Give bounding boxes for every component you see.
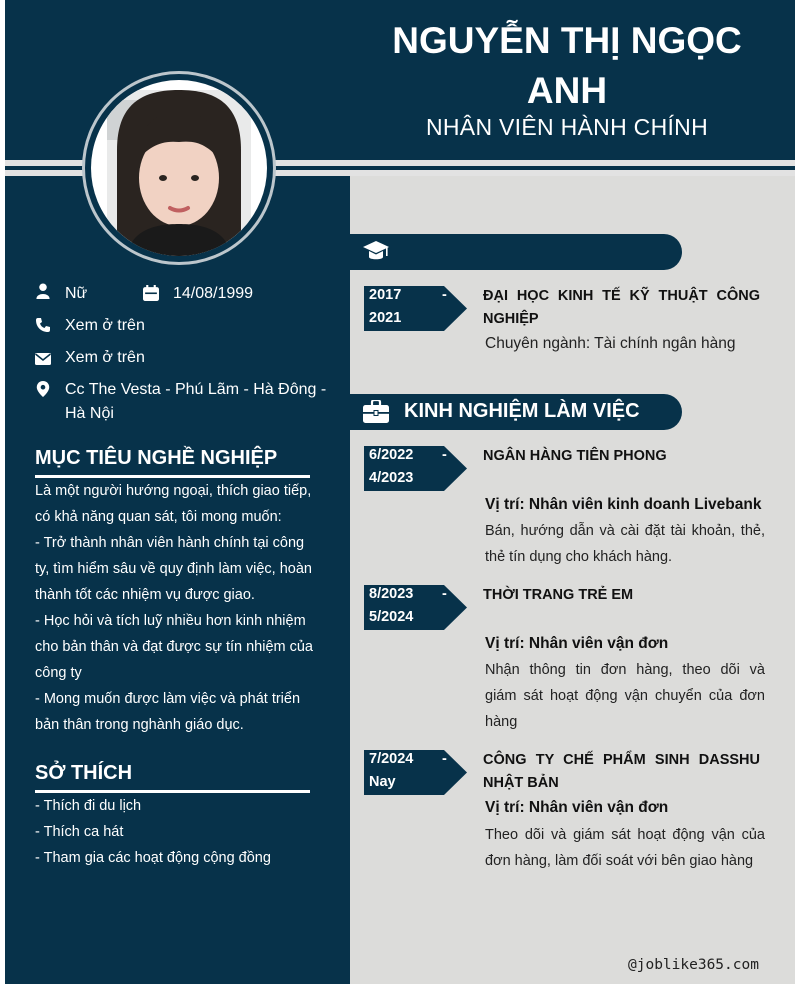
date-start: 2017 bbox=[369, 287, 402, 303]
description-line: Bán, hướng dẫn và cài đặt tài khoản, thẻ, bbox=[485, 523, 765, 539]
address-line: Cc The Vesta - Phú Lãm - Hà Đông - bbox=[65, 381, 327, 398]
objective-line: - Học hỏi và tích luỹ nhiều hơn kinh nhiệm bbox=[35, 613, 306, 629]
company-name bbox=[483, 749, 760, 795]
description-line: đơn hàng, làm đối soát với bên giao hàng bbox=[485, 853, 754, 869]
address-value bbox=[65, 378, 326, 426]
company-line: NHẬT BẢN bbox=[483, 775, 559, 791]
job-role: Vị trí: Nhân viên kinh doanh Livebank bbox=[485, 496, 762, 513]
company-name bbox=[483, 445, 760, 468]
email-value: Xem ở trên bbox=[65, 349, 145, 366]
education-date bbox=[364, 286, 467, 331]
graduation-cap-icon bbox=[363, 240, 389, 264]
job-date bbox=[364, 750, 467, 795]
school-line: ĐẠI HỌC KINH TẾ KỸ THUẬT CÔNG bbox=[483, 288, 760, 304]
phone-icon bbox=[35, 317, 51, 333]
phone-value: Xem ở trên bbox=[65, 317, 145, 334]
objective-line: cho bản thân và đạt được sự tín nhiệm của bbox=[35, 639, 313, 655]
objective-title: MỤC TIÊU NGHỀ NGHIỆP bbox=[35, 447, 278, 469]
company-line: CÔNG TY CHẾ PHẨM SINH DASSHU bbox=[483, 752, 760, 768]
hobby-item: - Thích ca hát bbox=[35, 824, 124, 840]
job-date bbox=[364, 446, 467, 491]
birthday-value: 14/08/1999 bbox=[173, 285, 254, 302]
objective-line: công ty bbox=[35, 665, 82, 681]
date-separator: - bbox=[442, 586, 447, 602]
objective-line: - Trở thành nhân viên hành chính tại công bbox=[35, 535, 305, 551]
company-line: NGÂN HÀNG TIÊN PHONG bbox=[483, 448, 667, 464]
date-separator: - bbox=[442, 751, 447, 767]
experience-banner bbox=[350, 394, 682, 430]
profile-photo bbox=[82, 71, 276, 265]
sidebar bbox=[5, 176, 350, 984]
briefcase-icon bbox=[363, 400, 389, 424]
job-description bbox=[485, 822, 765, 874]
user-icon bbox=[35, 283, 51, 299]
date-separator: - bbox=[442, 447, 447, 463]
candidate-name bbox=[345, 16, 789, 116]
avatar bbox=[91, 80, 267, 256]
date-separator: - bbox=[442, 287, 447, 303]
company-name bbox=[483, 584, 760, 607]
date-end: 4/2023 bbox=[369, 470, 414, 486]
date-start: 8/2023 bbox=[369, 586, 414, 602]
date-end: Nay bbox=[369, 774, 396, 790]
education-major: Chuyên ngành: Tài chính ngân hàng bbox=[485, 335, 736, 352]
objective-line: thành tốt các nhiệm vụ được giao. bbox=[35, 587, 255, 603]
school-name bbox=[483, 285, 760, 331]
date-end: 5/2024 bbox=[369, 609, 414, 625]
job-role: Vị trí: Nhân viên vận đơn bbox=[485, 799, 669, 816]
objective-line: bản thân trong nghành giáo dục. bbox=[35, 717, 244, 733]
company-line: THỜI TRANG TRẺ EM bbox=[483, 587, 634, 603]
objective-line: Là một người hướng ngoại, thích giao tiếp, bbox=[35, 483, 312, 499]
job-description bbox=[485, 518, 765, 570]
gender-value: Nữ bbox=[65, 285, 88, 302]
job-date bbox=[364, 585, 467, 630]
hobby-item: - Thích đi du lịch bbox=[35, 798, 142, 814]
description-line: thẻ tín dụng cho khách hàng. bbox=[485, 549, 673, 565]
job-title: NHÂN VIÊN HÀNH CHÍNH bbox=[425, 114, 709, 140]
date-start: 6/2022 bbox=[369, 447, 414, 463]
map-pin-icon bbox=[35, 381, 51, 397]
description-line: Theo dõi và giám sát hoạt động vận của bbox=[485, 827, 765, 843]
description-line: giám sát hoạt động vận chuyển của đơn bbox=[485, 688, 765, 704]
envelope-icon bbox=[35, 351, 51, 367]
date-end: 2021 bbox=[369, 310, 402, 326]
name-line-1: NGUYỄN THỊ NGỌC bbox=[392, 20, 742, 61]
description-line: hàng bbox=[485, 714, 518, 730]
description-line: Nhận thông tin đơn hàng, theo dõi và bbox=[485, 662, 765, 678]
calendar-icon bbox=[143, 285, 159, 301]
footer-credit: @joblike365.com bbox=[628, 957, 759, 973]
address-line: Hà Nội bbox=[65, 405, 114, 422]
hobbies-underline bbox=[35, 790, 310, 793]
objective-line: - Mong muốn được làm việc và phát triển bbox=[35, 691, 301, 707]
date-start: 7/2024 bbox=[369, 751, 414, 767]
school-line: NGHIỆP bbox=[483, 311, 539, 327]
experience-heading: KINH NGHIỆM LÀM VIỆC bbox=[404, 400, 640, 422]
job-description bbox=[485, 657, 765, 735]
objective-line: ty, tìm hiểm sâu về quy định làm việc, hoàn bbox=[35, 561, 312, 577]
education-banner bbox=[350, 234, 682, 270]
job-role: Vị trí: Nhân viên vận đơn bbox=[485, 635, 669, 652]
objective-line: có khả năng quan sát, tôi mong muốn: bbox=[35, 509, 282, 525]
hobbies-title: SỞ THÍCH bbox=[35, 762, 133, 784]
hobby-item: - Tham gia các hoạt động cộng đồng bbox=[35, 850, 271, 866]
name-line-2: ANH bbox=[526, 70, 608, 111]
objective-text bbox=[35, 478, 325, 738]
cv-page bbox=[5, 0, 795, 984]
